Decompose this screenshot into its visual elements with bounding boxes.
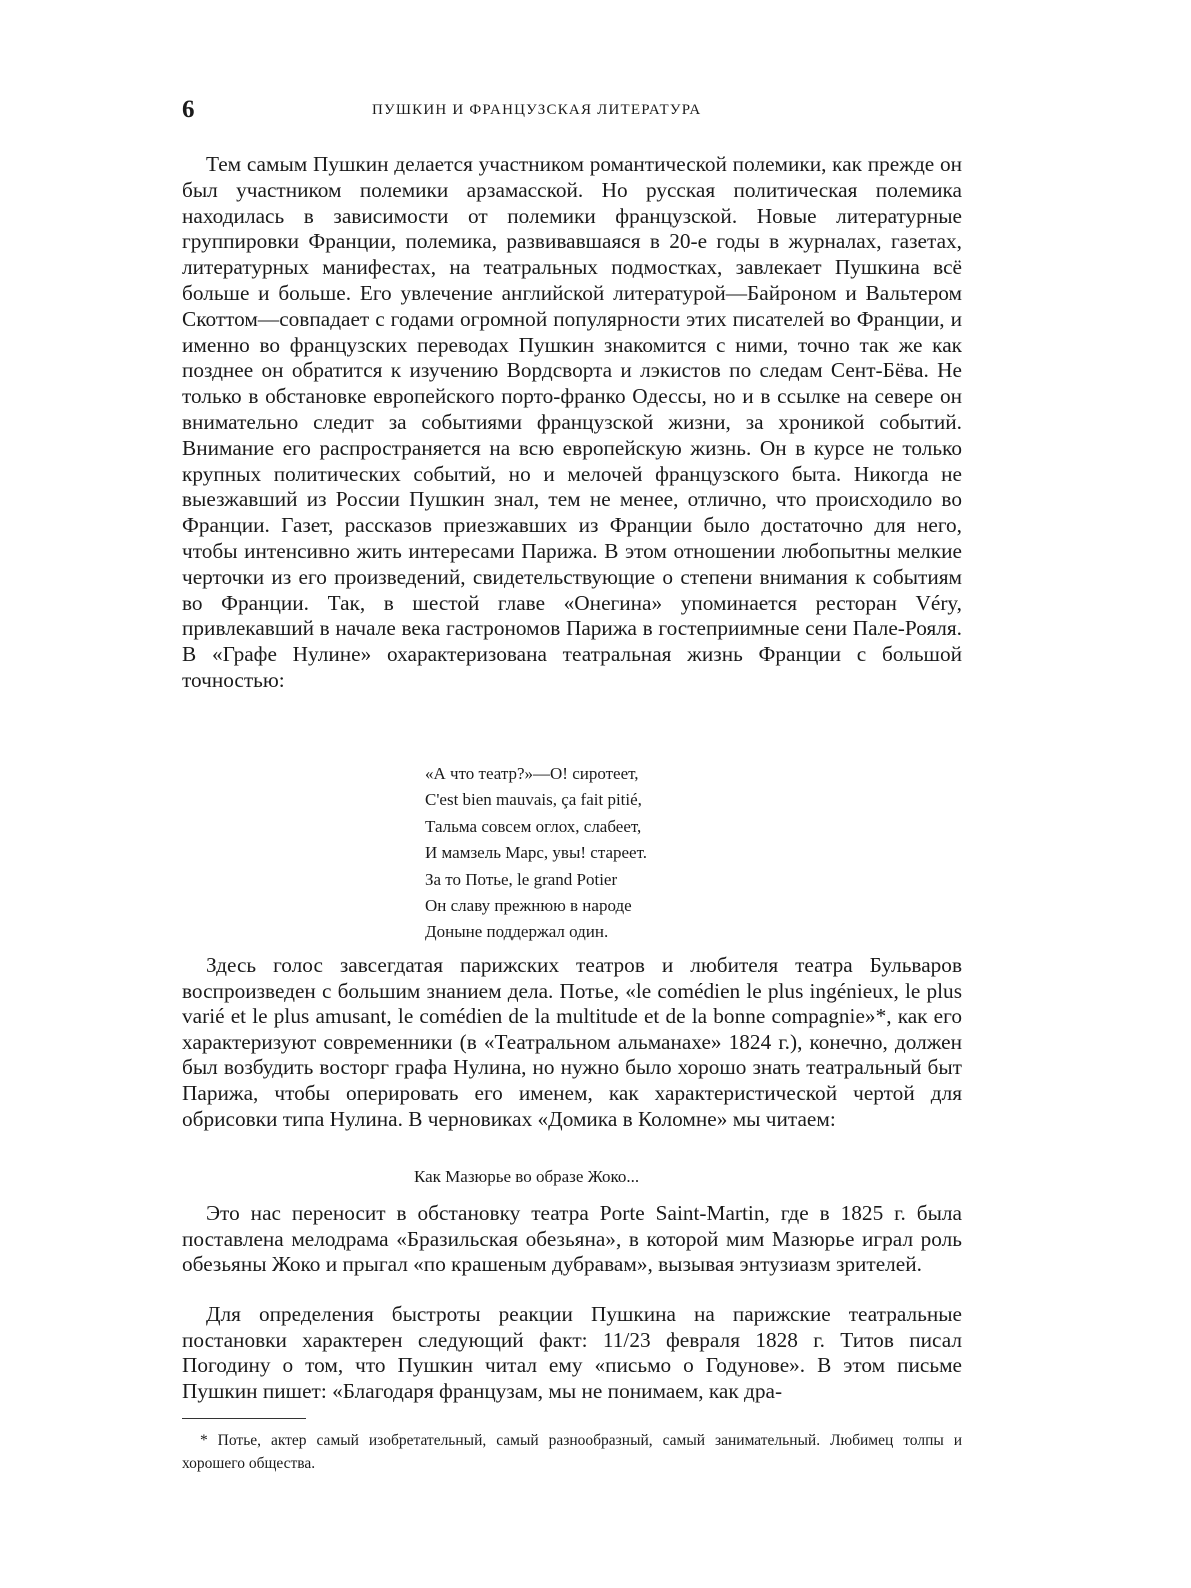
poem-quotation (425, 761, 647, 946)
footnote-divider (182, 1418, 306, 1419)
poem-line: Доныне поддержал один. (425, 922, 609, 942)
paragraph-2-block (182, 953, 962, 1132)
draft-quotation: Как Мазюрье во образе Жоко... (414, 1167, 640, 1186)
poem-line: Он славу прежнюю в народе (425, 896, 632, 916)
paragraph-1: Тем самым Пушкин делается участником романтической полемики, как прежде он был участником полемики арзамасской. Но русская политическая полемика находилась в зависимости от полемики французской. Новые литературные группировки Франции, полемика, развивавшаяся в 20-е годы в журналах, газетах, литературных манифестах, на театральных подмостках, завлекает Пушкина всё больше и больше. Его увлечение английской литературой—Байроном и Вальтером Скоттом—совпадает с годами огромной популярности этих писателей во Франции, и именно во французских переводах Пушкин знакомится с ними, точно так же как позднее он обратится к изучению Вордсворта и лэкистов по следам Сент-Бёва. Не только в обстановке европейского порто-франко Одессы, но и в ссылке на севере он внимательно следит за событиями французской жизни, за хроникой событий. Внимание его распространяется на всю европейскую жизнь. Он в курсе не только крупных политических событий, но и мелочей французского быта. Никогда не выезжавший из России Пушкин знал, тем не менее, отлично, что происходило во Франции. Газет, рассказов приезжавших из Франции было достаточно для него, чтобы интенсивно жить интересами Парижа. В этом отношении любопытны мелкие черточки из его произведений, свидетельствующие о степени внимания к событиям во Франции. Так, в шестой главе «Онегина» упоминается ресторан Véry, привлекавший в начале века гастрономов Парижа в гостеприимные сени Пале-Рояля. В «Графе Нулине» охарактеризована театральная жизнь Франции с большой точностью: (182, 152, 962, 692)
page-header (182, 96, 962, 126)
poem-line: «А что театр?»—О! сиротеет, (425, 764, 639, 783)
paragraph-3-block (182, 1201, 962, 1278)
poem-line: Тальма совсем оглох, слабеет, (425, 816, 642, 836)
poem-line: C'est bien mauvais, ça fait pitié, (425, 790, 642, 810)
paragraph-3: Это нас переносит в обстановку театра Porte Saint-Martin, где в 1825 г. была поставлена мелодрама «Бразильская обезьяна», в которой мим Мазюрье играл роль обезьяны Жоко и прыгал «по крашеным дубравам», вызывая энтузиазм зрителей. (182, 1201, 962, 1277)
running-title: ПУШКИН И ФРАНЦУЗСКАЯ ЛИТЕРАТУРА (372, 102, 702, 118)
paragraph-2: Здесь голос завсегдатая парижских театров и любителя театра Бульваров воспроизведен с большим знанием дела. Потье, «le comédien le plus ingénieux, le plus varié et le plus amusant, le comédien de la multitude et de la bonne compagnie»*, как его характеризуют современники (в «Театральном альманахе» 1824 г.), конечно, должен был возбудить восторг графа Нулина, но нужно было хорошо знать театральный быт Парижа, чтобы оперировать его именем, как характеристической чертой для обрисовки типа Нулина. В черновиках «Домика в Коломне» мы читаем: (182, 953, 962, 1131)
poem-line: За то Потье, le grand Potier (425, 869, 618, 889)
main-text (182, 152, 962, 694)
paragraph-4-block (182, 1302, 962, 1404)
poem-line: И мамзель Марс, увы! стареет. (425, 843, 648, 863)
footnote: * Потье, актер самый изобретательный, самый разнообразный, самый занимательный. Любимец толпы и хорошего общества. (182, 1432, 962, 1472)
paragraph-4: Для определения быстроты реакции Пушкина на парижские театральные постановки характерен следующий факт: 11/23 февраля 1828 г. Титов писал Погодину о том, что Пушкин читал ему «письмо о Годунове». В этом письме Пушкин пишет: «Благодаря французам, мы не понимаем, как дра- (182, 1302, 962, 1403)
page-number: 6 (182, 96, 195, 123)
